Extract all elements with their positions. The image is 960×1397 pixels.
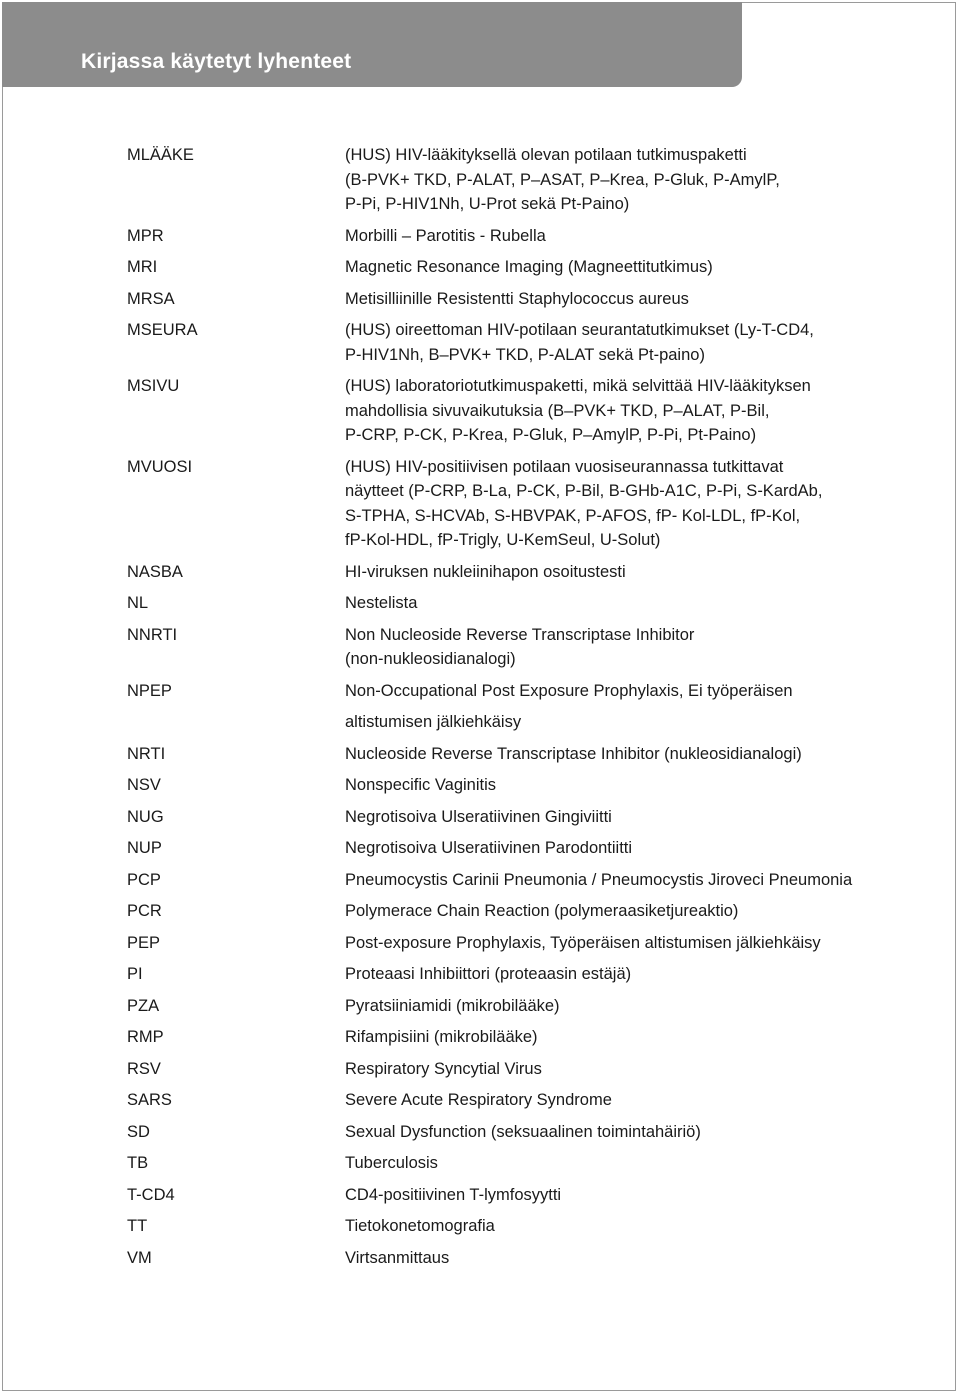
- definition-line: Proteaasi Inhibiittori (proteaasin estäjä): [345, 965, 632, 983]
- definition-line: Sexual Dysfunction (seksuaalinen toimintahäiriö): [345, 1122, 701, 1141]
- abbreviation-term: SD: [127, 1122, 150, 1141]
- definition-line: Non-Occupational Post Exposure Prophylaxis, Ei työperäisen: [345, 681, 793, 700]
- abbreviation-term: PCP: [127, 870, 161, 889]
- abbreviation-definition: [345, 143, 925, 217]
- abbreviation-definition: [345, 931, 925, 956]
- abbreviation-term: PCR: [127, 902, 162, 920]
- definition-line: fP-Kol-HDL, fP-Trigly, U-KemSeul, U-Solut): [345, 531, 661, 549]
- abbreviation-definition: [345, 318, 925, 367]
- abbreviation-definition: [345, 1088, 925, 1113]
- abbreviation-definition: [345, 560, 925, 585]
- abbreviation-definition: [345, 374, 925, 448]
- abbreviation-term: PEP: [127, 933, 161, 952]
- abbreviation-definition: [345, 287, 925, 312]
- abbreviation-definition: [345, 591, 925, 616]
- abbreviation-term: TT: [127, 1217, 148, 1235]
- abbreviation-term: MSIVU: [127, 377, 180, 395]
- abbreviation-term: NL: [127, 594, 149, 612]
- abbreviation-term: NUG: [127, 807, 164, 826]
- abbreviation-term: TB: [127, 1154, 149, 1172]
- definition-line: (HUS) oireettoman HIV-potilaan seurantatutkimukset (Ly-T-CD4,: [345, 321, 814, 339]
- abbreviation-definition: [345, 1246, 925, 1271]
- abbreviation-term: NNRTI: [127, 625, 178, 644]
- abbreviation-term: T-CD4: [127, 1185, 175, 1204]
- definition-line: Nestelista: [345, 594, 418, 612]
- definition-line: Polymerace Chain Reaction (polymeraasiketjureaktio): [345, 902, 739, 920]
- definition-line: Severe Acute Respiratory Syndrome: [345, 1091, 612, 1109]
- abbreviation-definition: [345, 1214, 925, 1239]
- abbreviation-term: RMP: [127, 1028, 164, 1046]
- abbreviation-definition: [345, 1183, 925, 1208]
- abbreviation-term: VM: [127, 1248, 152, 1267]
- abbreviation-term: NRTI: [127, 744, 166, 763]
- abbreviation-term: NSV: [127, 776, 161, 794]
- definition-line: Negrotisoiva Ulseratiivinen Parodontiitti: [345, 839, 633, 857]
- abbreviation-term: PZA: [127, 996, 160, 1015]
- definition-line: Pneumocystis Carinii Pneumonia / Pneumocystis Jiroveci Pneumonia: [345, 870, 853, 889]
- abbreviation-definition: [345, 1151, 925, 1176]
- abbreviation-definition: [345, 1057, 925, 1082]
- definition-line: (HUS) laboratoriotutkimuspaketti, mikä selvittää HIV-lääkityksen: [345, 377, 811, 395]
- definition-line: Tuberculosis: [345, 1154, 438, 1172]
- abbreviation-definition: [345, 224, 925, 249]
- abbreviation-definition: [345, 899, 925, 924]
- abbreviation-definition: [345, 623, 925, 672]
- abbreviation-definition: [345, 868, 925, 893]
- definition-line: Respiratory Syncytial Virus: [345, 1059, 542, 1078]
- definition-line: altistumisen jälkiehkäisy: [345, 713, 522, 731]
- definition-line: näytteet (P-CRP, B-La, P-CK, P-Bil, B-GHb-A1C, P-Pi, S-KardAb,: [345, 482, 823, 500]
- abbreviation-term: MPR: [127, 226, 164, 245]
- definition-line: Pyratsiiniamidi (mikrobilääke): [345, 996, 560, 1015]
- abbreviation-definition: [345, 255, 925, 280]
- abbreviation-term: NUP: [127, 839, 162, 857]
- definition-line: Morbilli – Parotitis - Rubella: [345, 226, 546, 245]
- definition-line: P-HIV1Nh, B–PVK+ TKD, P-ALAT sekä Pt-paino): [345, 345, 705, 364]
- definition-line: (B-PVK+ TKD, P-ALAT, P–ASAT, P–Krea, P-Gluk, P-AmylP,: [345, 170, 780, 189]
- abbreviation-definition: [345, 962, 925, 987]
- abbreviation-term: MVUOSI: [127, 457, 193, 476]
- abbreviation-term: MRI: [127, 258, 158, 276]
- definition-line: S-TPHA, S-HCVAb, S-HBVPAK, P-AFOS, fP- Kol-LDL, fP-Kol,: [345, 506, 801, 525]
- definition-line: P-CRP, P-CK, P-Krea, P-Gluk, P–AmylP, P-Pi, Pt-Paino): [345, 426, 757, 444]
- abbreviation-term: MSEURA: [127, 321, 198, 339]
- abbreviation-definition: [345, 1025, 925, 1050]
- abbreviation-definition: [345, 679, 925, 735]
- definition-line: HI-viruksen nukleiinihapon osoitustesti: [345, 562, 626, 581]
- definition-line: Nonspecific Vaginitis: [345, 776, 497, 794]
- abbreviation-definition: [345, 836, 925, 861]
- abbreviation-definition: [345, 742, 925, 767]
- definition-line: Negrotisoiva Ulseratiivinen Gingiviitti: [345, 807, 612, 826]
- page-title: Kirjassa käytetyt lyhenteet: [81, 50, 352, 73]
- definition-line: Tietokonetomografia: [345, 1217, 495, 1235]
- definition-line: Magnetic Resonance Imaging (Magneettitutkimus): [345, 258, 713, 276]
- abbreviation-term: NASBA: [127, 562, 183, 581]
- definition-line: Post-exposure Prophylaxis, Työperäisen altistumisen jälkiehkäisy: [345, 933, 821, 952]
- definition-line: (HUS) HIV-positiivisen potilaan vuosiseurannassa tutkittavat: [345, 457, 784, 476]
- definition-line: mahdollisia sivuvaikutuksia (B–PVK+ TKD, P–ALAT, P-Bil,: [345, 401, 770, 420]
- definition-line: (non-nukleosidianalogi): [345, 650, 516, 668]
- definition-line: Nucleoside Reverse Transcriptase Inhibitor (nukleosidianalogi): [345, 744, 802, 763]
- definition-line: Metisilliinille Resistentti Staphylococcus aureus: [345, 289, 689, 308]
- abbreviation-term: MLÄÄKE: [127, 146, 194, 164]
- abbreviation-term: SARS: [127, 1091, 172, 1109]
- definition-line: (HUS) HIV-lääkityksellä olevan potilaan tutkimuspaketti: [345, 146, 747, 164]
- abbreviation-definition: [345, 805, 925, 830]
- abbreviation-definition: [345, 994, 925, 1019]
- abbreviation-term: RSV: [127, 1059, 161, 1078]
- abbreviation-definition: [345, 455, 925, 553]
- abbreviation-term: PI: [127, 965, 143, 983]
- definition-line: Non Nucleoside Reverse Transcriptase Inhibitor: [345, 625, 695, 644]
- abbreviation-definition: [345, 773, 925, 798]
- abbreviation-definition: [345, 1120, 925, 1145]
- abbreviation-term: NPEP: [127, 681, 172, 700]
- abbreviation-term: MRSA: [127, 289, 175, 308]
- definition-line: P-Pi, P-HIV1Nh, U-Prot sekä Pt-Paino): [345, 195, 630, 213]
- definition-line: Virtsanmittaus: [345, 1248, 450, 1267]
- definition-line: CD4-positiivinen T-lymfosyytti: [345, 1185, 562, 1204]
- definition-line: Rifampisiini (mikrobilääke): [345, 1028, 538, 1046]
